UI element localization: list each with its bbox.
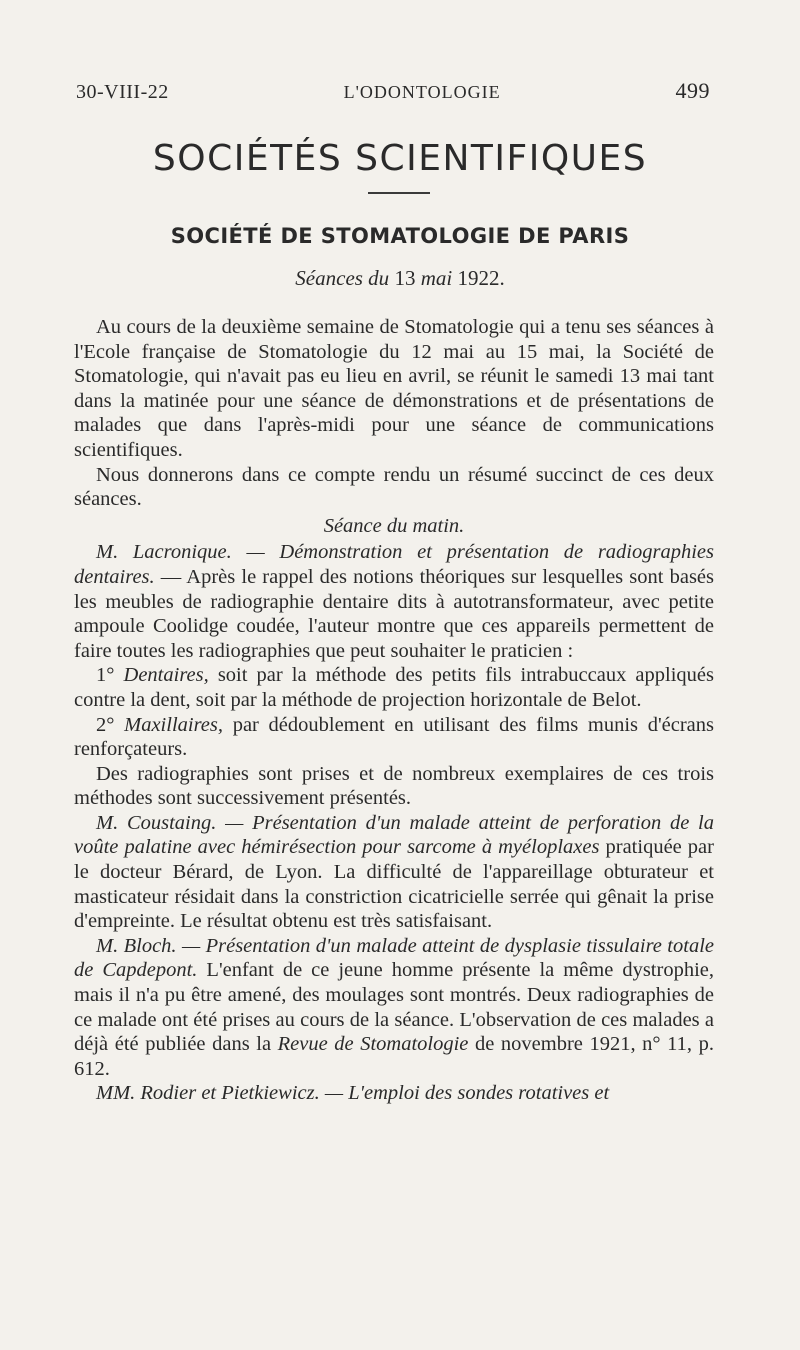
issue-date: 30-VIII-22: [76, 81, 169, 103]
session-date: Séances du 13 mai 1922.: [295, 266, 505, 290]
section-title: SOCIÉTÉS SCIENTIFIQUES: [152, 138, 648, 179]
paragraph-lacronique: M. Lacronique. — Démonstration et présentation de radiographies dentaires. — Après le rappel des notions théoriques sur lesquelles sont basés les meubles de radiographie dentaire dits à autotransformateur, avec petite ampoule Coolidge coudée, l'auteur montre que ces appareils permettent de faire toutes les radiographies que peut souhaiter le praticien :: [74, 541, 714, 662]
section-subheading: Séance du matin.: [323, 514, 465, 537]
paragraph-coustaing: M. Coustaing. — Présentation d'un malade atteint de perforation de la voûte palatine avec hémirésection pour sarcome à myéloplaxes pratiquée par le docteur Bérard, de Lyon. La difficulté de l'appareillage obturateur et masticateur résidait dans la constriction cicatricielle serrée qui gênait la prise d'empreinte. Le résultat obtenu est très satisfaisant.: [74, 811, 714, 933]
paragraph-radiographies: Des radiographies sont prises et de nombreux exemplaires de ces trois méthodes sont successivement présentés.: [74, 762, 714, 810]
article-body: [74, 315, 714, 1106]
paragraph-summary: Nous donnerons dans ce compte rendu un résumé succinct de ces deux séances.: [74, 463, 714, 511]
paragraph-bloch: M. Bloch. — Présentation d'un malade atteint de dysplasie tissulaire totale de Capdepont. L'enfant de ce jeune homme présente la même dystrophie, mais il n'a pu être amené, des moulages sont montrés. Deux radiographies de ce malade ont été prises au cours de la séance. L'observation de ces malades a déjà été publiée dans la Revue de Stomatologie de novembre 1921, n° 11, p. 612.: [74, 934, 714, 1080]
paragraph-dentaires: 1° Dentaires, soit par la méthode des petits fils intrabuccaux appliqués contre la dent, soit par la méthode de projection horizontale de Belot.: [74, 664, 714, 711]
paragraph-maxillaires: 2° Maxillaires, par dédoublement en utilisant des films munis d'écrans renforçateurs.: [74, 713, 714, 761]
page-number: 499: [675, 78, 710, 103]
paragraph-intro: Au cours de la deuxième semaine de Stomatologie qui a tenu ses séances à l'Ecole française de Stomatologie du 12 mai au 15 mai, la Société de Stomatologie, qui n'avait pas eu lieu en avril, se réunit le samedi 13 mai tant dans la matinée pour une séance de démonstrations et de présentations de malades que dans l'après-midi pour une séance de communications scientifiques.: [74, 316, 714, 461]
running-head: [76, 78, 710, 104]
journal-name: L'ODONTOLOGIE: [343, 82, 501, 102]
paragraph-rodier: MM. Rodier et Pietkiewicz. — L'emploi des sondes rotatives et: [96, 1082, 610, 1105]
title-divider: [368, 192, 430, 194]
society-heading: SOCIÉTÉ DE STOMATOLOGIE DE PARIS: [170, 224, 630, 248]
